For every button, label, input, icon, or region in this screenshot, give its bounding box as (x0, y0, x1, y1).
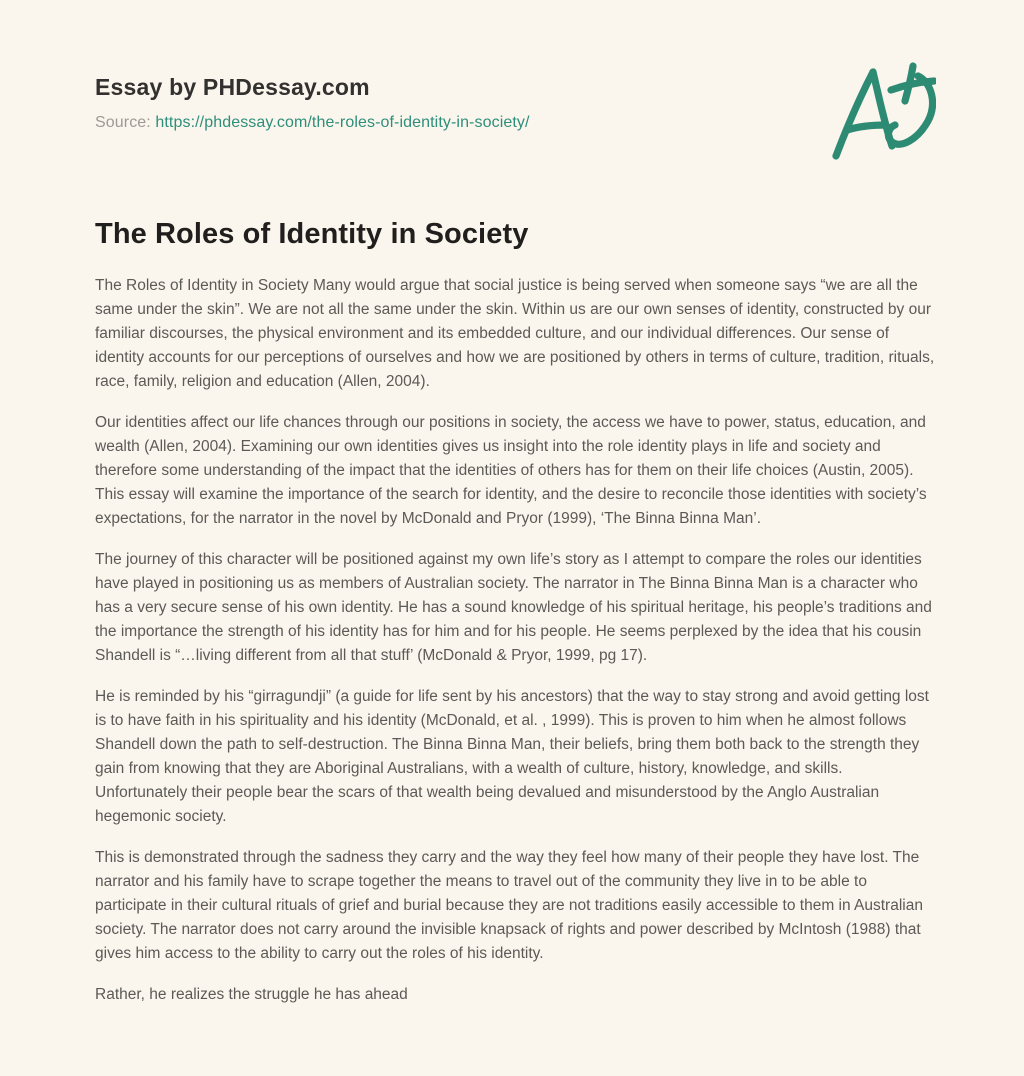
site-title: Essay by PHDessay.com (95, 74, 370, 100)
source-label: Source: (95, 114, 151, 131)
essay-paragraph: This is demonstrated through the sadness they carry and the way they feel how many of their people they have lost. The narrator and his family have to scrape together the means to travel out of the community they live in to be able to participate in their cultural rituals of grief and burial because they are not traditions easily accessible to them in Australian society. The narrator does not carry around the invisible knapsack of rights and power described by McIntosh (1988) that gives him access to the ability to carry out the roles of his identity. (95, 849, 923, 962)
essay-paragraph: The Roles of Identity in Society Many would argue that social justice is being served when someone says “we are all the same under the skin”. We are not all the same under the skin. Within us are our own senses of identity, constructed by our familiar discourses, the physical environment and its embedded culture, and our individual differences. Our sense of identity accounts for our perceptions of ourselves and how we are positioned by others in terms of culture, tradition, rituals, race, family, religion and education (Allen, 2004). (95, 277, 935, 390)
essay-body (95, 274, 935, 1007)
essay-title: The Roles of Identity in Society (95, 218, 529, 250)
a-plus-logo-icon (822, 56, 936, 164)
page-header (95, 74, 935, 132)
essay-paragraph: The journey of this character will be positioned against my own life’s story as I attempt to compare the roles our identities have played in positioning us as members of Australian society. The narrator in The Binna Binna Man is a character who has a very secure sense of his own identity. He has a sound knowledge of his spiritual heritage, his people’s traditions and the importance the strength of his identity has for him and for his people. He seems perplexed by the idea that his cousin Shandell is “…living different from all that stuff’ (McDonald & Pryor, 1999, pg 17). (95, 551, 932, 664)
source-line (95, 114, 935, 132)
essay-paragraph: He is reminded by his “girragundji” (a guide for life sent by his ancestors) that the way to stay strong and avoid getting lost is to have faith in his spirituality and his identity (McDonald, et al. , 1999). This is proven to him when he almost follows Shandell down the path to self-destruction. The Binna Binna Man, their beliefs, bring them both back to the strength they gain from knowing that they are Aboriginal Australians, with a wealth of culture, history, knowledge, and skills. Unfortunately their people bear the scars of that wealth being devalued and misunderstood by the Anglo Australian hegemonic society. (95, 688, 929, 825)
essay-paragraph: Rather, he realizes the struggle he has ahead (95, 986, 408, 1003)
source-url-link[interactable]: https://phdessay.com/the-roles-of-identity-in-society/ (155, 114, 530, 131)
essay-paragraph: Our identities affect our life chances through our positions in society, the access we have to power, status, education, and wealth (Allen, 2004). Examining our own identities gives us insight into the role identity plays in life and society and therefore some understanding of the impact that the identities of others has for them on their life choices (Austin, 2005). This essay will examine the importance of the search for identity, and the desire to reconcile those identities with society’s expectations, for the narrator in the novel by McDonald and Pryor (1999), ‘The Binna Binna Man’. (95, 414, 927, 527)
